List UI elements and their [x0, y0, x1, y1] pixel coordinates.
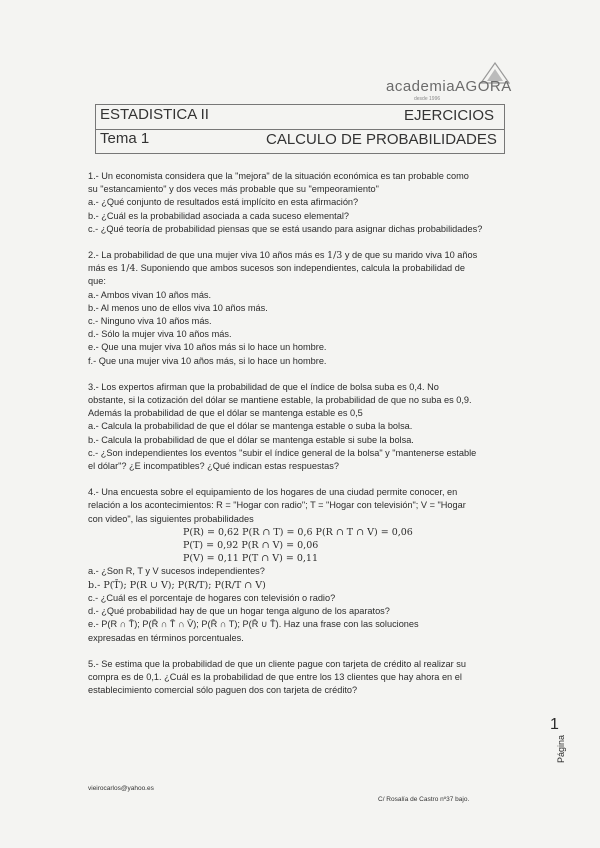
question-item: b.- Al menos uno de ellos viva 10 años más.: [88, 302, 268, 313]
text-line: 1.- Un economista considera que la "mejora" de la situación económica es tan probable como: [88, 171, 469, 181]
topic-heading: CALCULO DE PROBABILIDADES: [266, 131, 497, 148]
text-line: 5.- Se estima que la probabilidad de que un cliente pague con tarjeta de crédito al realizar su: [88, 658, 466, 669]
exercise-label: EJERCICIOS: [403, 107, 494, 124]
text-line: relación a los acontecimientos: R = "Hogar con radio"; T = "Hogar con televisión"; V = "Hogar: [88, 500, 466, 511]
topic-title: Tema 1: [100, 130, 150, 147]
question-item: f.- Que una mujer viva 10 años más, si lo hace un hombre.: [88, 355, 327, 366]
exercise-list: [88, 170, 508, 697]
academy-logo: [380, 62, 520, 102]
text-line: su "estancamiento" y dos veces más probable que su "empeoramiento": [88, 184, 379, 195]
logo-name: academiaAGORA: [386, 78, 512, 95]
question-item: b.- Calcula la probabilidad de que el dólar se mantenga estable si sube la bolsa.: [88, 434, 414, 445]
question-item: a.- Ambos vivan 10 años más.: [88, 289, 212, 300]
academy-address: C/ Rosalía de Castro nº37 bajo.: [378, 796, 470, 803]
exercise-3: [88, 381, 508, 473]
text-line: 2.- La probabilidad de que una mujer viva 10 años más es 1/3 y de que su marido viva 10 años: [88, 250, 478, 262]
text-line: que:: [88, 276, 106, 287]
probability-equation: P(V) = 0,11 P(T ∩ V) = 0,11: [183, 553, 318, 565]
text-line: obstante, si la cotización del dólar se mantiene estable, la probabilidad de que no suba es 0,9.: [88, 395, 472, 406]
question-item: c.- ¿Qué teoría de probabilidad piensas que se está usando para asignar dichas probabilidades?: [88, 223, 483, 234]
contact-email: vieirocarlos@yahoo.es: [88, 785, 154, 792]
probability-equation: P(T) = 0,92 P(R ∩ V) = 0,06: [183, 540, 319, 552]
question-item: e.- P(R ∩ T̄); P(R̄ ∩ T̄ ∩ V̄); P(R̄ ∩ T); P(R̄ ∪ T̄). Haz una frase con las soluciones: [88, 619, 419, 630]
page-label: Página: [556, 734, 567, 764]
question-item: expresadas en términos porcentuales.: [88, 632, 244, 643]
page-number-marker: [550, 716, 593, 770]
exercise-5: [88, 658, 508, 698]
question-item: a.- ¿Qué conjunto de resultados está implícito en esta afirmación?: [88, 197, 359, 208]
probability-equation: P(R) = 0,62 P(R ∩ T) = 0,6 P(R ∩ T ∩ V) = 0,06: [183, 526, 413, 538]
page-number: 1: [550, 716, 559, 733]
logo-subtitle: desde 1996: [414, 96, 441, 102]
header-row-topic: [96, 129, 504, 153]
question-item: b.- ¿Cuál es la probabilidad asociada a cada suceso elemental?: [88, 210, 349, 221]
question-item: c.- ¿Cuál es el porcentaje de hogares con televisión o radio?: [88, 592, 336, 603]
text-line: Además la probabilidad de que el dólar se mantenga estable es 0,5: [88, 408, 363, 419]
question-item: d.- Sólo la mujer viva 10 años más.: [88, 329, 232, 340]
text-line: 3.- Los expertos afirman que la probabilidad de que el índice de bolsa suba es 0,4. No: [88, 381, 439, 392]
question-item: a.- Calcula la probabilidad de que el dólar se mantenga estable o suba la bolsa.: [88, 421, 413, 432]
text-line: con video", las siguientes probabilidades: [88, 513, 254, 524]
text-line: compra es de 0,1. ¿Cuál es la probabilidad de que entre los 13 clientes que hay ahora en el: [88, 671, 462, 682]
header-row-subject: [96, 105, 504, 130]
question-item: b.- P(T̄); P(R ∪ V); P(R/T); P(R/T ∩ V): [88, 579, 266, 591]
question-item: c.- ¿Son independientes los eventos "subir el índice general de la bolsa" y "mantenerse estable: [88, 447, 477, 458]
fraction-one-third: 1/3: [327, 250, 343, 262]
text-line: 4.- Una encuesta sobre el equipamiento de los hogares de una ciudad permite conocer, en: [88, 487, 458, 498]
question-item: e.- Que una mujer viva 10 años más si lo hace un hombre.: [88, 342, 327, 353]
question-item: a.- ¿Son R, T y V sucesos independientes?: [88, 566, 265, 577]
question-item: el dólar"? ¿E incompatibles? ¿Qué indican estas respuestas?: [88, 461, 339, 472]
exercise-2: [88, 249, 508, 368]
document-header: [95, 104, 505, 154]
question-item: d.- ¿Qué probabilidad hay de que un hogar tenga alguno de los aparatos?: [88, 606, 390, 617]
question-item: c.- Ninguno viva 10 años más.: [88, 316, 212, 327]
fraction-one-fourth: 1/4: [120, 263, 136, 275]
text-line: establecimiento comercial sólo paguen dos con tarjeta de crédito?: [88, 685, 358, 696]
subject-title: ESTADISTICA II: [100, 106, 209, 123]
exercise-1: [88, 170, 508, 236]
text-line: más es 1/4. Suponiendo que ambos sucesos son independientes, calcula la probabilidad de: [88, 263, 465, 275]
exercise-4: [88, 486, 508, 644]
